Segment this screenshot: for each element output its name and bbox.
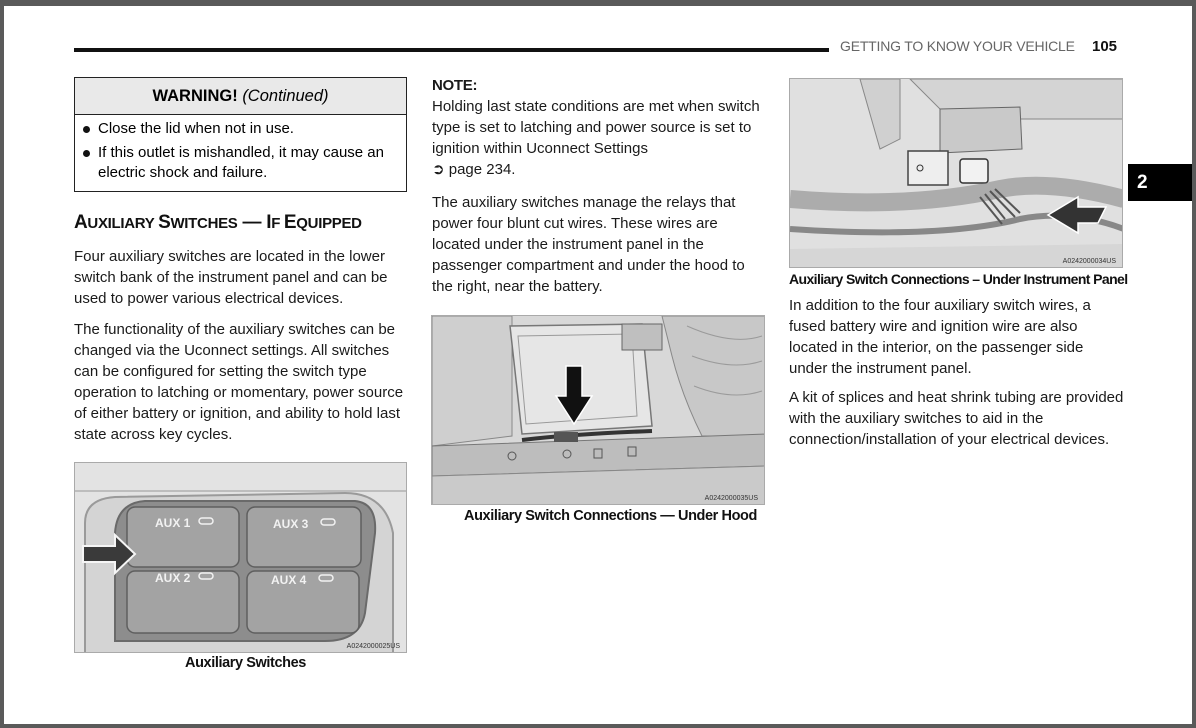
left-column-text [74,246,410,445]
right-column-text [789,295,1125,450]
manual-page [4,6,1192,724]
under-hood-figure [431,315,765,505]
aux-1-label: AUX 1 [155,516,191,530]
under-panel-illustration [790,79,1123,268]
aux-2-label: AUX 2 [155,571,191,585]
figure-code: A0242000025US [346,643,400,650]
note-text: Holding last state conditions are met when switch type is set to latching and power source is set to ignition within Uconnect Settings [432,98,760,157]
paragraph: In addition to the four auxiliary switch wires, a fused battery wire and ignition wire are also located in the interior, on the passenger side under the instrument panel. [789,297,1091,377]
aux-3-label: AUX 3 [273,517,309,531]
figure-code: A0242000034US [1062,258,1116,265]
warning-box [74,77,407,192]
page-reference: ➲ page 234. [432,161,516,178]
paragraph: Four auxiliary switches are located in the lower switch bank of the instrument panel and can be used to power various electrical devices. [74,248,388,307]
section-heading: AUXILIARY SWITCHES — IF EQUIPPED [74,212,362,233]
aux-4-label: AUX 4 [271,573,307,587]
aux-switches-figure [74,462,407,653]
warning-title: WARNING! (Continued) [75,78,406,115]
middle-column-text [432,75,767,297]
page-number: 105 [1092,38,1118,55]
under-hood-illustration [432,316,765,505]
paragraph: The functionality of the auxiliary switches can be changed via the Uconnect settings. All switches can be configured for setting the switch type operation to latching or momentary, power source of either battery or ignition, and ability to hold last state across key cycles. [74,321,404,443]
aux-switches-illustration [75,463,407,653]
note-title: NOTE: [432,77,478,94]
figure-code: A0242000035US [704,495,758,502]
warning-item: If this outlet is mishandled, it may cause an electric shock and failure. [75,143,406,183]
figure-caption: Auxiliary Switches [185,655,306,671]
paragraph: A kit of splices and heat shrink tubing are provided with the auxiliary switches to aid in the connection/installation of your electrical devices. [789,389,1124,448]
header-rule [74,48,829,52]
under-panel-figure [789,78,1123,268]
figure-caption: Auxiliary Switch Connections – Under Instrument Panel [789,271,1128,287]
figure-caption: Auxiliary Switch Connections — Under Hood [464,508,757,524]
warning-list [75,119,406,183]
paragraph: The auxiliary switches manage the relays that power four blunt cut wires. These wires are located under the instrument panel in the passenger compartment and under the hood to the right, near the battery. [432,194,745,295]
warning-item: Close the lid when not in use. [75,119,406,139]
chapter-tab: 2 [1128,164,1192,201]
running-header: GETTING TO KNOW YOUR VEHICLE [840,38,1075,54]
